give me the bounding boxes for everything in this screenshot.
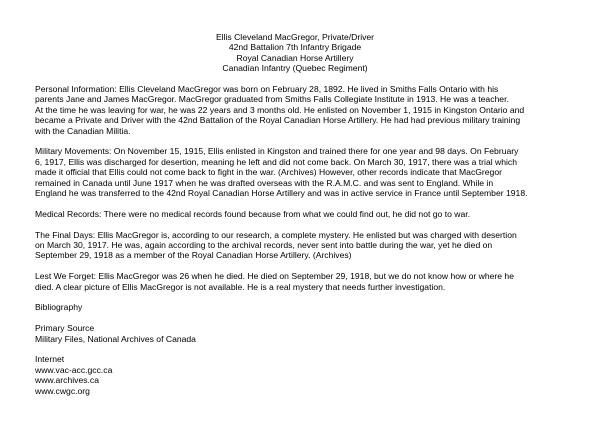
title-line-artillery: Royal Canadian Horse Artillery [236, 52, 354, 63]
text-line: Personal Information: Ellis Cleveland MacGregor was born on February 28, 1892. He lived in Smiths Falls Ontario with his [35, 84, 499, 95]
spacer [35, 344, 575, 354]
text-line: on March 30, 1917. He was, again according to the archival records, never sent into battle during the war, yet he died on [35, 240, 493, 251]
title-line-name: Ellis Cleveland MacGregor, Private/Driver [215, 32, 375, 42]
text-line: Military Movements: On November 15, 1915, Ellis enlisted in Kingston and trained there for one year and 98 days. On February [35, 146, 519, 157]
text-line: Medical Records: There were no medical records found because from what we could find out, he did not go to war. [35, 208, 471, 219]
spacer [35, 198, 575, 208]
primary-source-block [35, 323, 575, 344]
text-line: became a Private and Driver with the 42nd Battalion of the Royal Canadian Horse Artillery. He had had previous military training [35, 115, 521, 126]
military-movements-paragraph [35, 146, 575, 198]
internet-heading: Internet [35, 354, 65, 365]
document-page [35, 32, 575, 396]
title-line-infantry: Canadian Infantry (Quebec Regiment) [222, 63, 368, 74]
spacer [35, 292, 575, 302]
bibliography-heading [35, 302, 575, 312]
internet-source-item: www.cwgc.org [35, 385, 90, 396]
text-line: died. A clear picture of Ellis MacGregor is not available. He is a real mystery that needs further investigation. [35, 281, 446, 292]
text-line: The Final Days: Ellis MacGregor is, according to our research, a complete mystery. He enlisted but was charged with desertion [35, 229, 517, 240]
lest-we-forget-paragraph [35, 271, 575, 292]
internet-source-item: www.vac-acc.gcc.ca [35, 364, 113, 375]
internet-source-item: www.archives.ca [35, 375, 99, 386]
spacer [35, 136, 575, 146]
text-line: Lest We Forget: Ellis MacGregor was 26 when he died. He died on September 29, 1918, but we do not know how or where he [35, 271, 514, 282]
spacer [35, 313, 575, 323]
text-line: 6, 1917, Ellis was discharged for desertion, meaning he left and did not come back. On March 30, 1917, there was a trial which [35, 156, 517, 167]
primary-source-heading: Primary Source [35, 323, 95, 334]
text-line: made it official that Ellis could not come back to fight in the war. (Archives) However, other records indicate that MacGregor [35, 167, 502, 178]
primary-source-item: Military Files, National Archives of Canada [35, 333, 196, 344]
spacer [35, 261, 575, 271]
spacer [35, 219, 575, 229]
text-line: At the time he was leaving for war, he was 22 years and 3 months old. He enlisted on November 1, 1915 in Kingston Ontario and [35, 104, 525, 115]
document-title [35, 32, 555, 74]
text-line: parents Jane and James MacGregor. MacGregor graduated from Smiths Falls Collegiate Institute in 1913. He was a teacher. [35, 94, 509, 105]
medical-records-paragraph [35, 209, 575, 219]
text-line: remained in Canada until June 1917 when he was drafted overseas with the R.A.M.C. and was sent to England. While in [35, 177, 494, 188]
text-line: England he was transferred to the 42nd Royal Canadian Horse Artillery and was in active service in France until September 1918. [35, 188, 528, 199]
final-days-paragraph [35, 230, 575, 261]
personal-information-paragraph [35, 84, 575, 136]
text-line: September 29, 1918 as a member of the Royal Canadian Horse Artillery. (Archives) [35, 250, 352, 261]
internet-sources-block [35, 354, 575, 396]
text-line: with the Canadian Militia. [35, 125, 131, 136]
spacer [35, 74, 575, 84]
title-line-battalion: 42nd Battalion 7th Infantry Brigade [228, 42, 362, 53]
bibliography-heading-text: Bibliography [35, 302, 83, 313]
